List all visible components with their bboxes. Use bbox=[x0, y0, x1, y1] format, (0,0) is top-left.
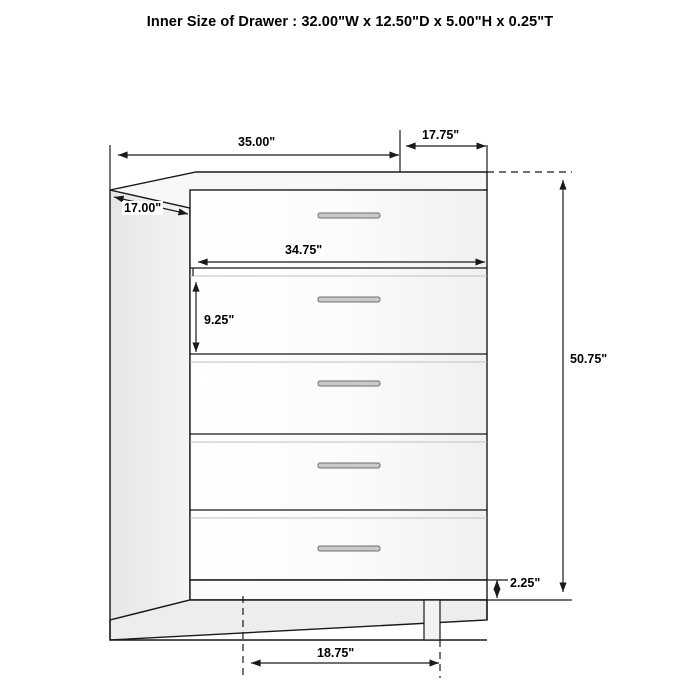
label-drawer-width: 34.75" bbox=[285, 243, 323, 257]
chest-base-front bbox=[190, 580, 487, 600]
chest-rear-foot bbox=[424, 600, 440, 640]
label-leg-height: 2.25" bbox=[510, 576, 541, 590]
page-title: Inner Size of Drawer : 32.00"W x 12.50"D x 5.00"H x 0.25"T bbox=[146, 14, 554, 30]
drawer-handle-5 bbox=[318, 546, 380, 551]
label-drawer-height: 9.25" bbox=[204, 313, 235, 327]
label-top-width: 35.00" bbox=[238, 135, 276, 149]
drawer-handle-3 bbox=[318, 381, 380, 386]
chest-left-side-panel bbox=[110, 190, 190, 620]
label-overall-height: 50.75" bbox=[570, 352, 608, 366]
drawer-handle-1 bbox=[318, 213, 380, 218]
drawer-handle-2 bbox=[318, 297, 380, 302]
drawer-handle-4 bbox=[318, 463, 380, 468]
label-side-depth: 17.00" bbox=[124, 201, 162, 215]
label-base-depth: 18.75" bbox=[317, 646, 355, 660]
label-top-depth: 17.75" bbox=[422, 128, 460, 142]
